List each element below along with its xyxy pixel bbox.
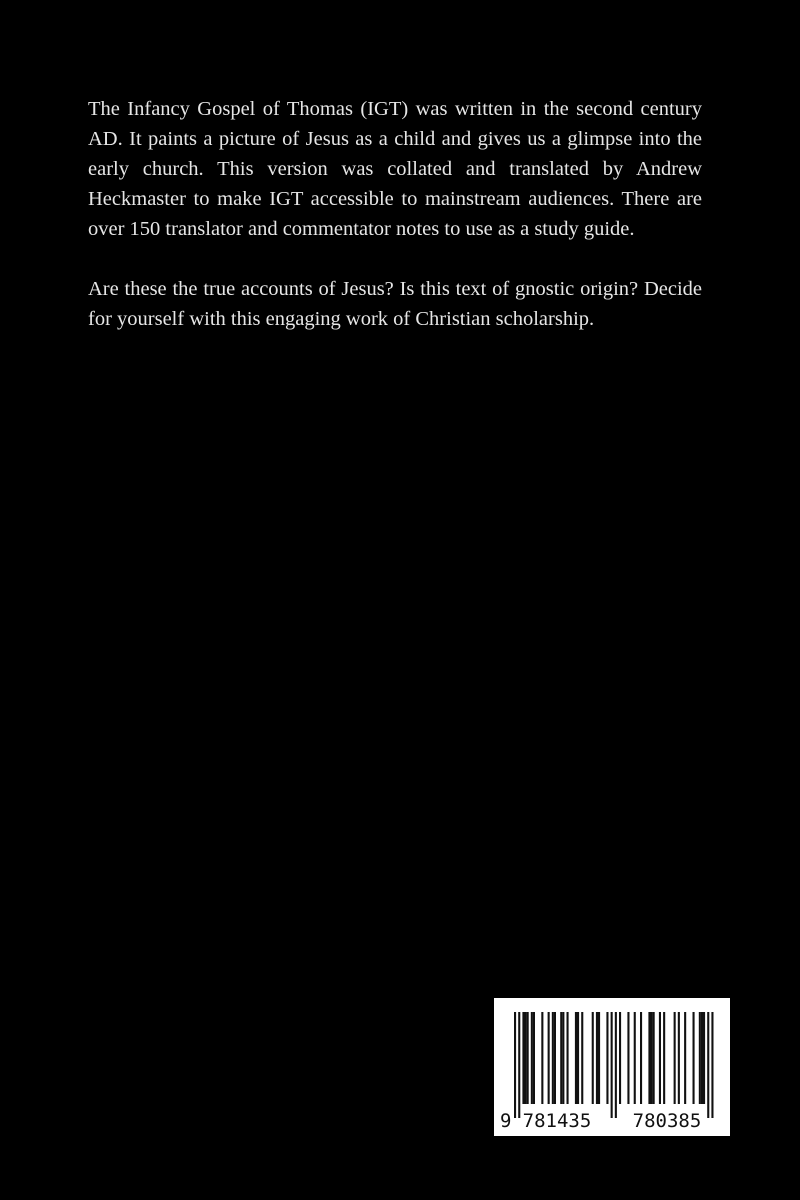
barcode-bar (567, 1012, 569, 1104)
barcode-bar (527, 1012, 529, 1104)
barcode-bar (653, 1012, 655, 1104)
barcode-guard-bar (611, 1012, 613, 1118)
barcode-bar (598, 1012, 600, 1104)
barcode-bar (596, 1012, 598, 1104)
barcode-bar (684, 1012, 686, 1104)
barcode-bar (634, 1012, 636, 1104)
barcode-guard-bar (707, 1012, 709, 1118)
cover-blurb (88, 94, 702, 334)
barcode-bar (627, 1012, 629, 1104)
barcode-bar (699, 1012, 701, 1104)
barcode-bar (525, 1012, 527, 1104)
barcode-bar (554, 1012, 556, 1104)
barcode-bar (606, 1012, 608, 1104)
barcode-right-group: 780385 (632, 1110, 702, 1132)
barcode-bar (678, 1012, 680, 1104)
blurb-paragraph-1: The Infancy Gospel of Thomas (IGT) was written in the second century AD. It paints a picture of Jesus as a child and gives us a glimpse into the early church. This version was collated and translated by Andrew Heckmaster to make IGT accessible to mainstream audiences. There are over 150 translator and commentator notes to use as a study guide. (88, 98, 702, 240)
barcode-bar (619, 1012, 621, 1104)
barcode-guard-bar (514, 1012, 516, 1118)
isbn-barcode (494, 998, 730, 1136)
barcode-bar (693, 1012, 695, 1104)
barcode-graphic (494, 998, 730, 1136)
barcode-bar (659, 1012, 661, 1104)
barcode-guard-bar (711, 1012, 713, 1118)
barcode-bar (522, 1012, 524, 1104)
barcode-bars (514, 1012, 714, 1118)
barcode-guard-bar (518, 1012, 520, 1118)
barcode-bar (562, 1012, 564, 1104)
barcode-bar (648, 1012, 650, 1104)
barcode-leading-digit: 9 (500, 1110, 512, 1132)
barcode-bar (533, 1012, 535, 1104)
barcode-bar (560, 1012, 562, 1104)
barcode-bar (541, 1012, 543, 1104)
barcode-bar (575, 1012, 577, 1104)
barcode-bar (592, 1012, 594, 1104)
blurb-paragraph-2: Are these the true accounts of Jesus? Is this text of gnostic origin? Decide for yourself with this engaging work of Christian scholarship. (88, 278, 702, 330)
barcode-bar (674, 1012, 676, 1104)
barcode-bar (531, 1012, 533, 1104)
barcode-bar (703, 1012, 705, 1104)
barcode-bar (577, 1012, 579, 1104)
barcode-bar (651, 1012, 653, 1104)
barcode-left-group: 781435 (522, 1110, 592, 1132)
barcode-bar (663, 1012, 665, 1104)
barcode-bar (552, 1012, 554, 1104)
barcode-bar (640, 1012, 642, 1104)
barcode-bar (701, 1012, 703, 1104)
barcode-bar (581, 1012, 583, 1104)
barcode-guard-bar (615, 1012, 617, 1118)
barcode-bar (548, 1012, 550, 1104)
